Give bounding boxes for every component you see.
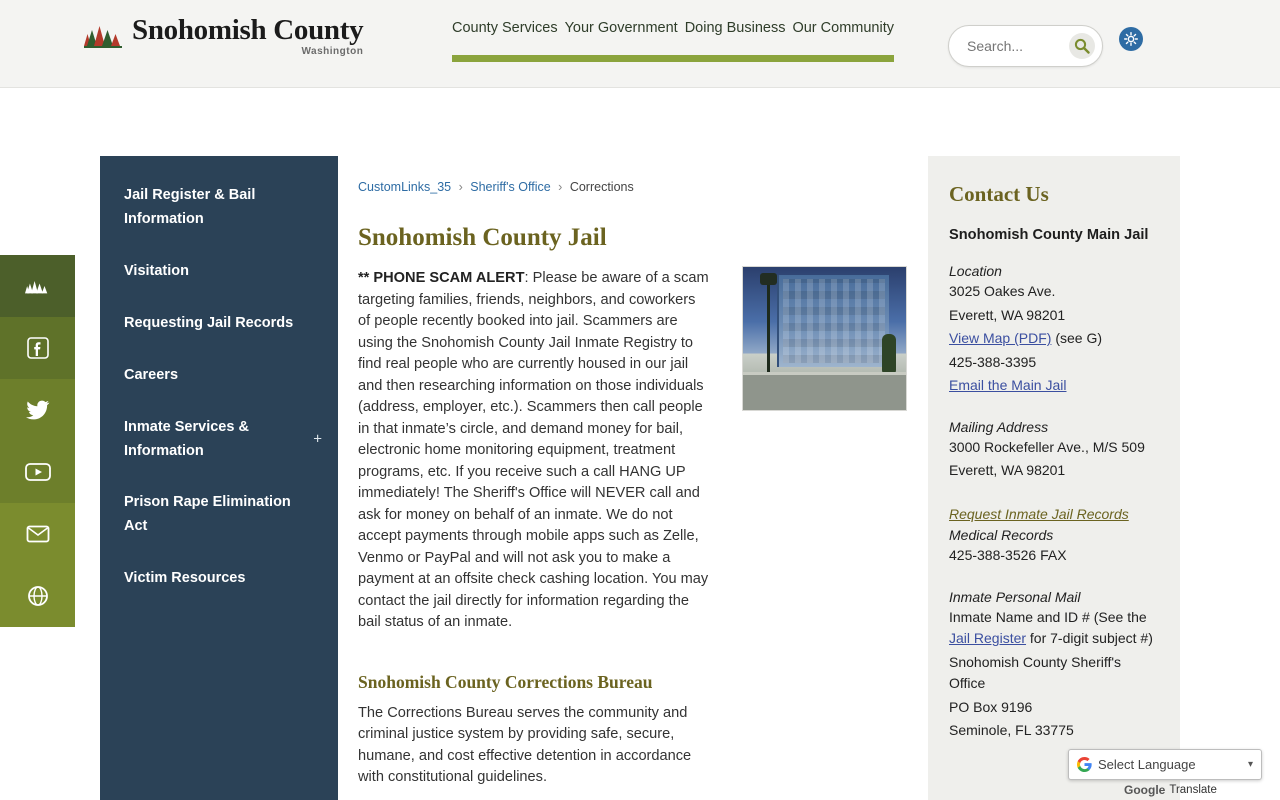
mailing-line-1: 3000 Rockefeller Ave., M/S 509	[949, 438, 1145, 455]
main-content	[358, 156, 918, 789]
corrections-bureau-paragraph: The Corrections Bureau serves the community and criminal justice system by providing safe, secure, humane, and cost effective detention in accordance with constitutional guidelines.	[358, 704, 692, 785]
rail-item-facebook[interactable]	[0, 317, 75, 379]
sidebar-item-label: Visitation	[124, 262, 189, 279]
inmate-mail-line-2: for 7-digit subject #)	[1029, 630, 1153, 646]
globe-icon	[27, 585, 49, 607]
language-select-label: Select Language	[1098, 757, 1196, 772]
medical-records-fax: 425-388-3526 FAX	[949, 547, 1067, 563]
scam-alert-body: : Please be aware of a scam targeting families, friends, neighbors, and coworkers of people recently booked into jail. Scammers are using the Snohomish County Jail Inmate Registry to find real people who are currently housed in our jail and then researching information on those individuals (address, employer, etc.). Scammers then call people in that inmate’s circle, and demand money for bail, electronic home monitoring equipment, treatment programs, etc. If you receive such a call HANG UP immediately! The Sheriff's Office will NEVER call and ask for money on behalf of an inmate. We do not accept payments through mobile apps such as Zelle, Venmo or PayPal and will not ask you to make a payment at an offsite check cashing location. You may contact the jail directly for information regarding the bail status of an inmate.	[358, 270, 709, 630]
location-label: Location	[949, 263, 1002, 279]
main-navigation	[452, 20, 894, 62]
nav-doing-business[interactable]: Doing Business	[684, 20, 786, 36]
page-title: Snohomish County Jail	[358, 224, 607, 251]
breadcrumb-separator: ›	[458, 180, 463, 194]
site-logo[interactable]	[84, 16, 363, 57]
gear-icon[interactable]	[1119, 27, 1143, 51]
sidebar-item-label: Prison Rape Elimination Act	[124, 494, 291, 535]
search-input[interactable]	[965, 37, 1055, 55]
request-inmate-records-link[interactable]: Request Inmate Jail Records	[949, 505, 1129, 522]
social-rail	[0, 255, 75, 627]
scam-alert-label: ** PHONE SCAM ALERT	[358, 270, 525, 286]
logo-title: Snohomish County	[132, 14, 364, 46]
rail-item-twitter[interactable]	[0, 379, 75, 441]
contact-panel	[928, 156, 1180, 800]
sidebar-item-label: Victim Resources	[124, 570, 246, 587]
chevron-down-icon[interactable]: ▾	[1247, 759, 1253, 770]
inmate-mail-address-1: Snohomish County Sheriff's Office	[949, 653, 1122, 691]
youtube-icon	[25, 462, 51, 482]
google-wordmark: Google	[1124, 783, 1166, 797]
rail-item-email[interactable]	[0, 503, 75, 565]
sidebar-item-label: Jail Register & Bail Information	[124, 187, 256, 227]
corrections-bureau-heading: Snohomish County Corrections Bureau	[358, 671, 653, 692]
location-line-1: 3025 Oakes Ave.	[949, 283, 1056, 299]
spacer	[949, 569, 1160, 589]
photo-building	[777, 275, 889, 367]
google-g-icon	[1077, 757, 1092, 772]
mailing-address-label: Mailing Address	[949, 418, 1049, 435]
breadcrumb-link-customlinks[interactable]: CustomLinks_35	[358, 180, 452, 194]
nav-your-government[interactable]: Your Government	[564, 20, 678, 36]
inmate-personal-mail-label: Inmate Personal Mail	[949, 588, 1081, 605]
breadcrumb-separator: ›	[558, 180, 563, 194]
county-logo-icon	[84, 20, 126, 48]
photo-road	[743, 372, 906, 410]
breadcrumb-current: Corrections	[569, 180, 634, 194]
contact-subheading: Snohomish County Main Jail	[949, 227, 1149, 243]
jail-building-photo	[742, 266, 907, 411]
location-line-2: Everett, WA 98201	[949, 306, 1066, 323]
view-map-link[interactable]: View Map (PDF)	[949, 330, 1052, 346]
sidebar-item-victim-resources[interactable]	[100, 553, 338, 605]
rail-item-globe[interactable]	[0, 565, 75, 627]
sidebar-item-prison-rape-elimination-act[interactable]	[100, 477, 338, 553]
spacer	[949, 484, 1160, 504]
inmate-mail-address-2: PO Box 9196	[949, 698, 1033, 715]
mailing-line-2: Everett, WA 98201	[949, 462, 1066, 478]
nav-accent-bar	[452, 55, 894, 62]
search-icon[interactable]	[1069, 33, 1095, 59]
email-icon	[26, 524, 50, 544]
sidebar-item-careers[interactable]	[100, 350, 338, 402]
rail-item-county-logo[interactable]	[0, 255, 75, 317]
expand-icon[interactable]: +	[313, 430, 322, 448]
powered-by-google-translate	[1124, 783, 1217, 797]
county-logo-icon	[25, 277, 51, 295]
photo-lamppost	[767, 281, 770, 373]
nav-county-services[interactable]: County Services	[452, 20, 558, 36]
rail-item-youtube[interactable]	[0, 441, 75, 503]
sidebar-navigation	[100, 156, 338, 800]
site-header	[0, 0, 1280, 88]
sidebar-item-jail-register-bail[interactable]	[100, 170, 338, 246]
email-main-jail-link[interactable]: Email the Main Jail	[949, 377, 1067, 393]
photo-tree	[882, 334, 896, 376]
translate-word: Translate	[1169, 784, 1217, 796]
logo-subtitle: Washington	[301, 46, 364, 57]
scam-alert-paragraph	[358, 268, 710, 634]
medical-records-label: Medical Records	[949, 527, 1054, 543]
sidebar-item-visitation[interactable]	[100, 246, 338, 298]
main-jail-phone: 425-388-3395	[949, 353, 1037, 370]
search-box[interactable]	[948, 25, 1103, 67]
breadcrumb	[358, 156, 918, 194]
breadcrumb-link-sheriffs-office[interactable]: Sheriff's Office	[470, 180, 551, 194]
nav-our-community[interactable]: Our Community	[792, 20, 894, 36]
sidebar-item-label: Inmate Services & Information	[124, 418, 249, 459]
facebook-icon	[26, 336, 50, 360]
sidebar-item-label: Requesting Jail Records	[124, 314, 294, 331]
twitter-icon	[26, 400, 50, 420]
inmate-mail-address-3: Seminole, FL 33775	[949, 722, 1074, 738]
spacer	[949, 399, 1160, 419]
sidebar-item-inmate-services[interactable]	[100, 402, 338, 478]
sidebar-item-requesting-jail-records[interactable]	[100, 298, 338, 350]
inmate-mail-line-1: Inmate Name and ID # (See the	[949, 608, 1147, 625]
map-note: (see G)	[1055, 330, 1103, 346]
language-select[interactable]	[1068, 749, 1262, 780]
contact-heading: Contact Us	[949, 182, 1049, 206]
jail-register-link[interactable]: Jail Register	[949, 630, 1027, 646]
sidebar-item-label: Careers	[124, 366, 179, 383]
